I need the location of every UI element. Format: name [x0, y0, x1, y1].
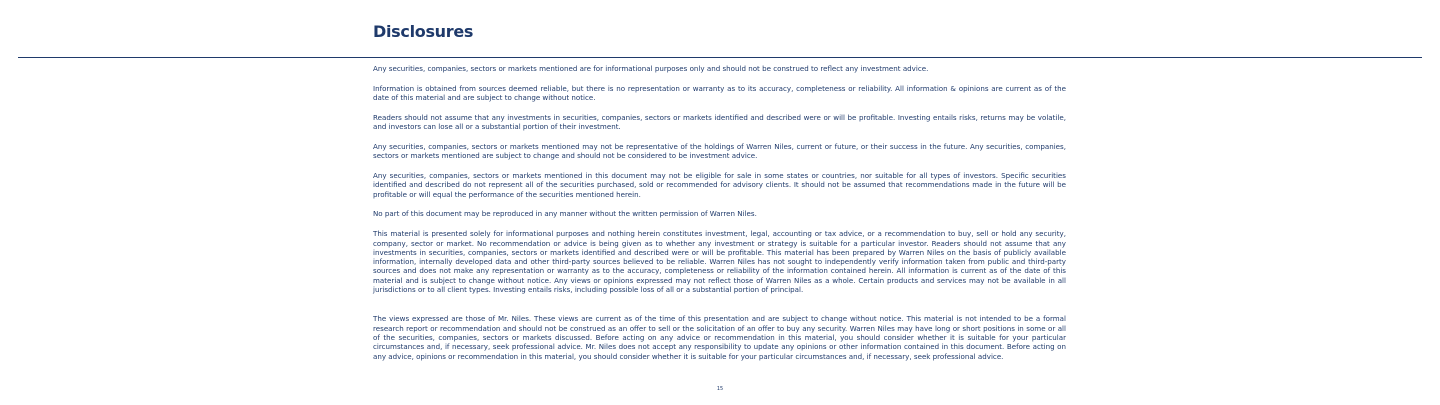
disclosure-paragraph: Any securities, companies, sectors or markets mentioned may not be representative of the holdings of Warren Niles, current or future, or their success in the future. Any securities, companies, sectors or markets mentioned are subject to change and should not be considered to be investment advice. [373, 141, 1066, 161]
disclosure-paragraph: Any securities, companies, sectors or markets mentioned are for informational purposes only and should not be construed to reflect any investment advice. [373, 64, 929, 73]
disclosure-paragraph: Information is obtained from sources deemed reliable, but there is no representation or warranty as to its accuracy, completeness or reliability. All information & opinions are current as of the date of this material and are subject to change without notice. [373, 83, 1066, 103]
page-number: 15 [716, 386, 724, 392]
page-title: Disclosures [373, 22, 474, 41]
disclosures-body [373, 64, 1066, 371]
disclosure-paragraph: Any securities, companies, sectors or markets mentioned in this document may not be eligible for sale in some states or countries, nor suitable for all types of investors. Specific securities identified and described do not represent all of the securities purchased, sold or recommended for advisory clients. It should not be assumed that recommendations made in the future will be profitable or will equal the performance of the securities mentioned herein. [373, 171, 1066, 199]
disclosure-paragraph: The views expressed are those of Mr. Niles. These views are current as of the time of this presentation and are subject to change without notice. This material is not intended to be a formal research report or recommendation and should not be construed as an offer to sell or the solicitation of an offer to buy any security. Warren Niles may have long or short positions in some or all of the securities, companies, sectors or markets discussed. Before acting on any advice or recommendation in this material, you should consider whether it is suitable for your particular circumstances and, if necessary, seek professional advice. Mr. Niles does not accept any responsibility to update any opinions or other information contained in this document. Before acting on any advice, opinions or recommendation in this material, you should consider whether it is suitable for your particular circumstances and, if necessary, seek professional advice. [373, 314, 1066, 361]
disclosure-paragraph: No part of this document may be reproduced in any manner without the written permission of Warren Niles. [373, 209, 757, 219]
disclosure-paragraph: Readers should not assume that any investments in securities, companies, sectors or markets identified and described were or will be profitable. Investing entails risks, returns may be volatile, and investors can lose all or a substantial portion of their investment. [373, 112, 1066, 132]
header-divider [18, 57, 1422, 58]
disclosure-paragraph: This material is presented solely for informational purposes and nothing herein constitutes investment, legal, accounting or tax advice, or a recommendation to buy, sell or hold any security, company, sector or market. No recommendation or advice is being given as to whether any investment or strategy is suitable for a particular investor. Readers should not assume that any investments in securities, companies, sectors or markets identified and described were or will be profitable. This material has been prepared by Warren Niles on the basis of publicly available information, internally developed data and other third-party sources believed to be reliable. Warren Niles has not sought to independently verify information taken from public and third-party sources and does not make any representation or warranty as to the accuracy, completeness or reliability of the information contained herein. All information is current as of the date of this material and is subject to change without notice. Any views or opinions expressed may not reflect those of Warren Niles as a whole. Certain products and services may not be available in all jurisdictions or to all client types. Investing entails risks, including possible loss of all or a substantial portion of principal. [373, 229, 1066, 295]
